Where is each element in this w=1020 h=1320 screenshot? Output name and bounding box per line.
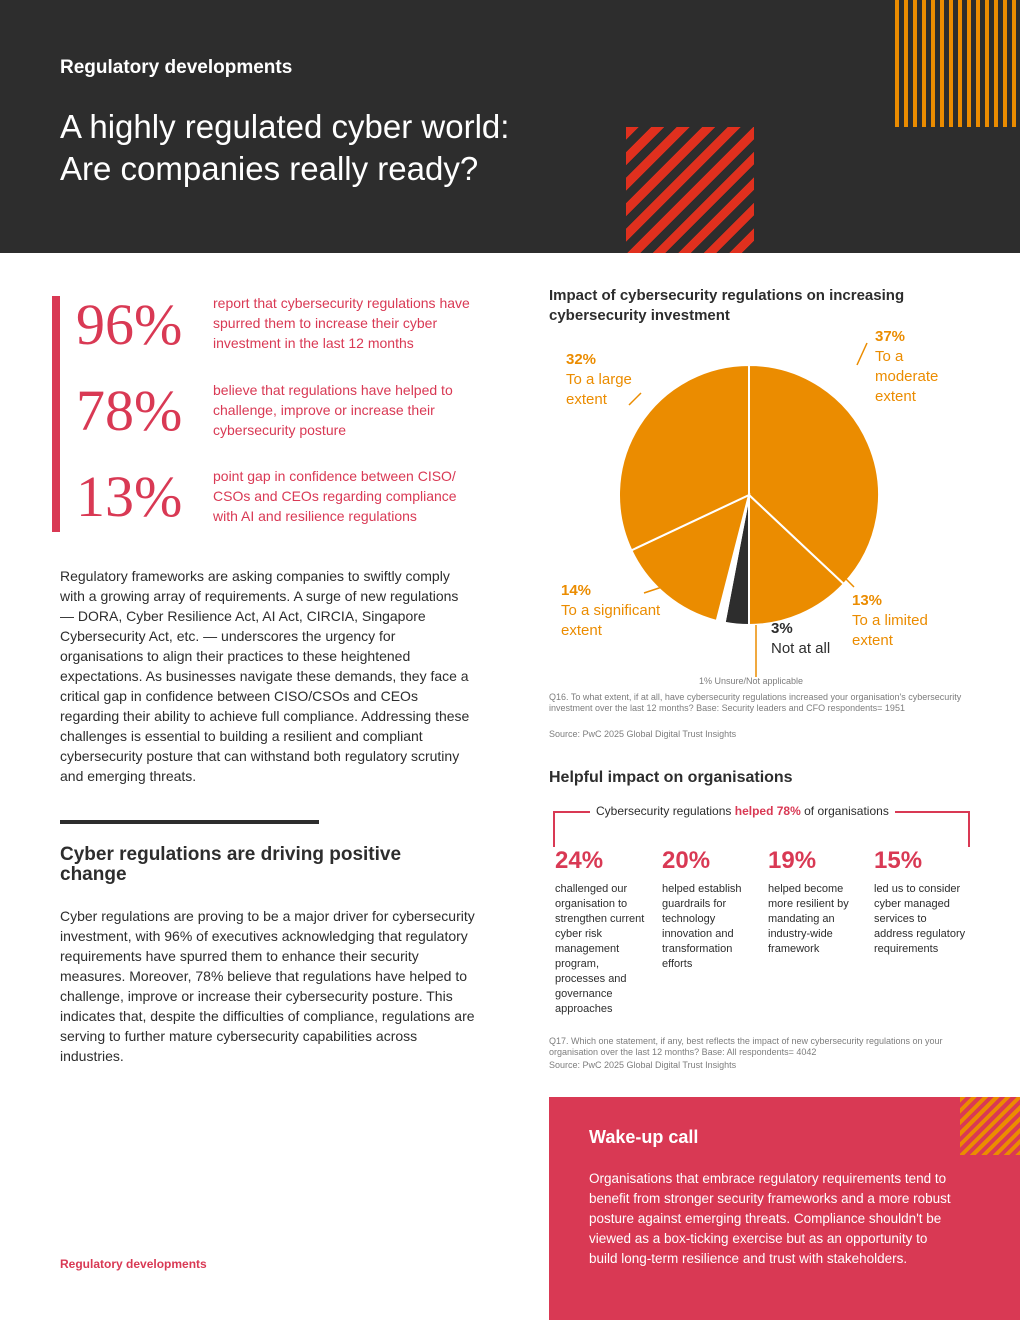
- section-heading: Cyber regulations are driving positive change: [60, 844, 402, 885]
- decorative-red-stripes: [626, 127, 754, 253]
- stats-accent-bar: [52, 296, 60, 532]
- impact-description: helped establish guardrails for technology innovation and transformation efforts: [662, 883, 742, 970]
- impact-source: Source: PwC 2025 Global Digital Trust Insights: [549, 1060, 737, 1070]
- slice-label-moderate: [875, 327, 965, 407]
- bracket-text-post: of organisations: [800, 804, 889, 818]
- page-title-line-1: A highly regulated cyber world:: [60, 108, 510, 145]
- bracket-text-highlight: helped 78%: [734, 804, 801, 818]
- callout-body: Organisations that embrace regulatory requirements tend to benefit from stronger security frameworks and a more robust posture against emerging threats. Compliance shouldn't be viewed as a box-ticking exercise but as an opportunity to build long-term resilience and trust with stakeholders.: [589, 1171, 951, 1266]
- chart-title: Impact of cybersecurity regulations on increasing cybersecurity investment: [549, 287, 905, 324]
- slice-pct: 32%: [566, 351, 597, 368]
- page-title-line-2: Are companies really ready?: [60, 150, 479, 187]
- slice-name: To a limited extent: [852, 612, 928, 649]
- section-divider: [60, 820, 319, 824]
- impact-heading: Helpful impact on organisations: [549, 769, 793, 786]
- slice-label-unsure: 1% Unsure/Not applicable: [699, 676, 804, 686]
- intro-paragraph: Regulatory frameworks are asking companies to swiftly comply with a growing array of requirements. A surge of new regulations — DORA, Cyber Resilience Act, AI Act, CIRCIA, Singapore Cybersecurity Act, etc. — underscores the urgency for organisations to align their practices to these heightened expectations. As businesses navigate these demands, they face a critical gap in confidence between CISO/CSOs and CEOs regarding their ability to achieve full compliance. Addressing these challenges is essential to building a resilient and compliant cybersecurity posture that can withstand both regulatory scrutiny and emerging threats.: [60, 568, 470, 784]
- wake-up-call-box: [549, 1097, 1020, 1320]
- stat-description: point gap in confidence between CISO/ CSOs and CEOs regarding compliance with AI and resilience regulations: [213, 468, 457, 524]
- impact-bracket-text: [590, 804, 895, 818]
- section-label: Regulatory developments: [60, 57, 293, 78]
- slice-pct: 3%: [771, 620, 793, 637]
- impact-percent: 24%: [555, 847, 604, 874]
- slice-label-not-at-all: [771, 619, 861, 659]
- slice-name: To a large extent: [566, 371, 632, 408]
- stat-value: 13%: [76, 464, 183, 529]
- slice-label-significant: [561, 581, 691, 641]
- chart-question-note: Q16. To what extent, if at all, have cybersecurity regulations increased your organisation's cybersecurity investment over the last 12 months? Base: Security leaders and CFO respondents= 1951: [549, 692, 962, 713]
- impact-description: helped become more resilient by mandating an industry-wide framework: [768, 883, 849, 955]
- slice-pct: 13%: [852, 592, 883, 609]
- page-header: [0, 0, 1020, 253]
- slice-name: To a significant extent: [561, 602, 661, 639]
- callout-title: Wake-up call: [589, 1127, 699, 1147]
- impact-percent: 20%: [662, 847, 711, 874]
- stat-description: report that cybersecurity regulations have spurred them to increase their cyber investment in the last 12 months: [213, 295, 470, 351]
- slice-label-large: [566, 350, 676, 410]
- impact-percent: 19%: [768, 847, 817, 874]
- impact-description: led us to consider cyber managed services to address regulatory requirements: [874, 883, 966, 955]
- impact-description: challenged our organisation to strengthen current cyber risk management program, processes and governance approaches: [555, 883, 645, 1015]
- slice-pct: 14%: [561, 582, 592, 599]
- leader-line: [857, 343, 867, 365]
- slice-name: To a moderate extent: [875, 348, 939, 405]
- stat-value: 96%: [76, 292, 183, 357]
- footer-label: Regulatory developments: [60, 1257, 207, 1271]
- slice-name: Not at all: [771, 640, 831, 657]
- slice-label-limited: [852, 591, 962, 651]
- stat-description: believe that regulations have helped to challenge, improve or increase their cybersecurity posture: [213, 382, 453, 438]
- impact-question-note: Q17. Which one statement, if any, best reflects the impact of new cybersecurity regulations on your organisation over the last 12 months? Base: All respondents= 4042: [549, 1036, 943, 1057]
- page-title: [60, 106, 620, 190]
- slice-pct: 37%: [875, 328, 906, 345]
- bracket-text-pre: Cybersecurity regulations: [596, 804, 735, 818]
- impact-percent: 15%: [874, 847, 923, 874]
- decorative-callout-stripes: [960, 1097, 1020, 1155]
- section-paragraph: Cyber regulations are proving to be a major driver for cybersecurity investment, with 96% of executives acknowledging that regulatory requirements have spurred them to enhance their security measures. Moreover, 78% believe that regulations have helped to challenge, improve or increase their cybersecurity posture. This indicates that, despite the difficulties of compliance, regulations are serving to further mature cybersecurity capabilities across industries.: [60, 908, 475, 1064]
- chart-source: Source: PwC 2025 Global Digital Trust Insights: [549, 729, 737, 739]
- stat-value: 78%: [76, 378, 183, 443]
- decorative-orange-stripes: [895, 0, 1020, 127]
- pie-chart: [549, 325, 989, 695]
